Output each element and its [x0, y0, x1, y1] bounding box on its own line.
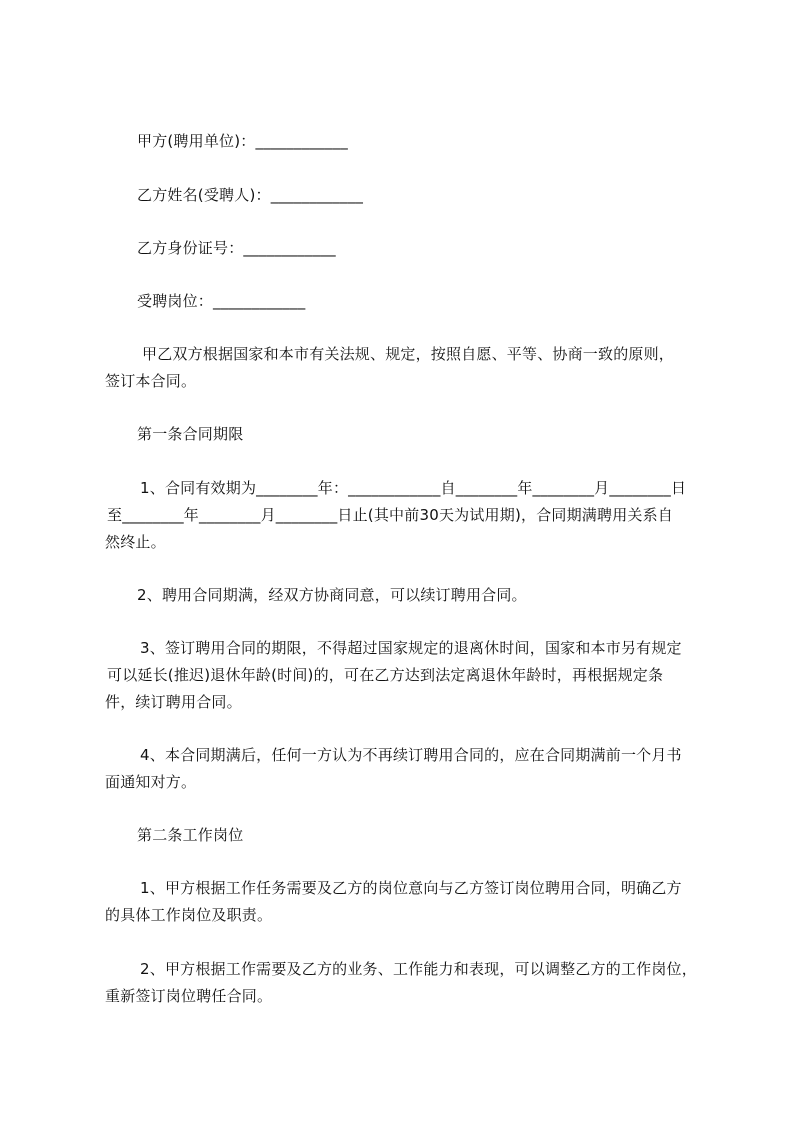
article-2-clause-2-line-2: 重新签订岗位聘任合同。	[105, 987, 273, 1005]
article-2-title: 第二条工作岗位	[137, 826, 244, 844]
article-2-clause-1-line-2: 的具体工作岗位及职责。	[105, 906, 273, 924]
article-1-clause-3-line-3: 件，续订聘用合同。	[105, 693, 242, 711]
article-1-clause-1-line-2: 至________年________月________日止(其中前30天为试用期)，合同期满聘用关系自	[107, 506, 673, 524]
article-1-clause-3-line-1: 3、签订聘用合同的期限，不得超过国家规定的退离休时间，国家和本市另有规定	[140, 639, 682, 657]
article-1-clause-1-line-1: 1、合同有效期为________年：____________自________年________月________日	[140, 479, 687, 497]
article-2-clause-2-line-1: 2、甲方根据工作需要及乙方的业务、工作能力和表现，可以调整乙方的工作岗位，	[140, 960, 697, 978]
party-b-id-field: 乙方身份证号：____________	[137, 239, 336, 257]
position-field: 受聘岗位：____________	[137, 292, 306, 310]
preamble-line-1: 甲乙双方根据国家和本市有关法规、规定，按照自愿、平等、协商一致的原则，	[142, 345, 675, 363]
article-1-clause-4-line-2: 面通知对方。	[105, 773, 197, 791]
article-1-clause-1-line-3: 然终止。	[105, 533, 166, 551]
article-1-clause-4-line-1: 4、本合同期满后，任何一方认为不再续订聘用合同的，应在合同期满前一个月书	[140, 746, 682, 764]
article-1-clause-3-line-2: 可以延长(推迟)退休年龄(时间)的，可在乙方达到法定离退休年龄时，再根据规定条	[107, 666, 664, 684]
article-1-clause-2: 2、聘用合同期满，经双方协商同意，可以续订聘用合同。	[137, 586, 527, 604]
preamble-line-2: 签订本合同。	[105, 372, 197, 390]
party-b-name-field: 乙方姓名(受聘人)：____________	[137, 186, 364, 204]
article-1-title: 第一条合同期限	[137, 425, 244, 443]
article-2-clause-1-line-1: 1、甲方根据工作任务需要及乙方的岗位意向与乙方签订岗位聘用合同，明确乙方	[140, 879, 682, 897]
party-a-field: 甲方(聘用单位)：____________	[137, 132, 348, 150]
